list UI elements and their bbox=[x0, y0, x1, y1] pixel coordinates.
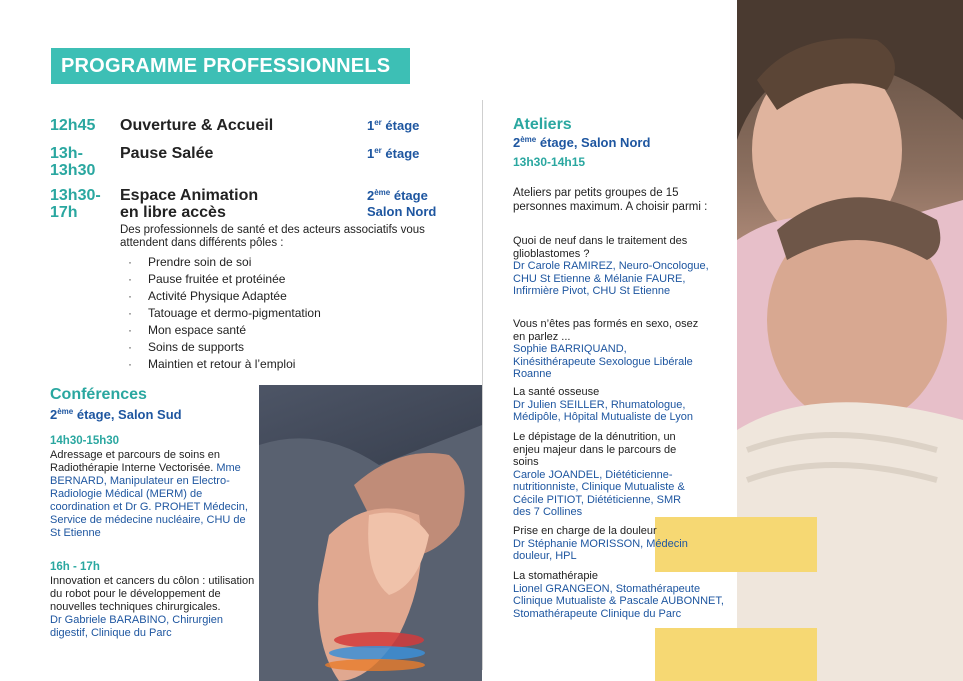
list-item: · Soins de supports bbox=[128, 340, 245, 354]
ateliers-heading: Ateliers bbox=[513, 116, 572, 133]
schedule-location: 1er étage bbox=[367, 118, 420, 133]
animation-description: Des professionnels de santé et des acteurs associatifs vous attendent dans différents pôles : bbox=[120, 224, 425, 249]
conference-description: Adressage et parcours de soins en Radiothérapie Interne Vectorisée. Mme BERNARD, Manipulateur en Electro-Radiologie Médical (MERM) de coordination et Dr G. PROHET Médecin, Service de médecine nucléaire, CHU de St Etienne bbox=[50, 449, 248, 539]
workshop-title: La stomathérapie bbox=[513, 570, 598, 582]
schedule-location: 1er étage bbox=[367, 146, 420, 161]
workshop-speakers: Lionel GRANGEON, Stomathérapeute Clinique Mutualiste & Pascale AUBONNET, Stomathérapeute Clinique du Parc bbox=[513, 582, 724, 620]
ateliers-time: 13h30-14h15 bbox=[513, 155, 586, 169]
workshop-title: Le dépistage de la dénutrition, un enjeu majeur dans le parcours de soins bbox=[513, 431, 677, 468]
bullet-dot-icon: · bbox=[128, 289, 132, 303]
list-item: · Pause fruitée et protéinée bbox=[128, 272, 286, 286]
list-item: · Maintien et retour à l’emploi bbox=[128, 357, 296, 371]
column-divider bbox=[482, 100, 483, 670]
workshop-title: Vous n’êtes pas formés en sexo, osez en parlez ... bbox=[513, 318, 699, 343]
workshop-speakers: Carole JOANDEL, Diététicienne-nutritionniste, Clinique Mutualiste & Cécile PITIOT, Diététicienne, SMR des 7 Collines bbox=[513, 468, 685, 518]
hands-photo bbox=[259, 385, 482, 681]
workshop-title: La santé osseuse bbox=[513, 386, 600, 398]
women-photo bbox=[737, 0, 963, 681]
conference-time: 14h30-15h30 bbox=[50, 435, 120, 447]
list-item: · Mon espace santé bbox=[128, 323, 247, 337]
workshop-title: Prise en charge de la douleur bbox=[513, 525, 657, 537]
workshop-item bbox=[513, 431, 698, 519]
workshop-speakers: Dr Julien SEILLER, Rhumatologue, Médipôle, Hôpital Mutualiste de Lyon bbox=[513, 398, 693, 423]
bullet-dot-icon: · bbox=[128, 357, 132, 371]
workshop-title: Quoi de neuf dans le traitement des glioblastomes ? bbox=[513, 235, 688, 260]
schedule-location: 2ème étage Salon Nord bbox=[367, 188, 437, 219]
schedule-time: 13h- 13h30 bbox=[50, 145, 96, 179]
conferences-location: 2ème étage, Salon Sud bbox=[50, 407, 182, 422]
conference-time: 16h - 17h bbox=[50, 561, 100, 573]
page-title: PROGRAMME PROFESSIONNELS bbox=[51, 48, 410, 84]
list-item: · Tatouage et dermo-pigmentation bbox=[128, 306, 321, 320]
animation-list bbox=[128, 254, 458, 373]
workshop-item bbox=[513, 318, 703, 381]
bullet-dot-icon: · bbox=[128, 340, 132, 354]
workshop-item bbox=[513, 386, 723, 424]
ateliers-location: 2ème étage, Salon Nord bbox=[513, 135, 651, 150]
list-item: · Prendre soin de soi bbox=[128, 255, 252, 269]
workshop-speakers: Sophie BARRIQUAND, Kinésithérapeute Sexologue Libérale Roanne bbox=[513, 343, 693, 380]
workshop-item bbox=[513, 235, 713, 298]
decorative-yellow-block bbox=[655, 628, 817, 681]
bullet-dot-icon: · bbox=[128, 306, 132, 320]
workshop-speakers: Dr Carole RAMIREZ, Neuro-Oncologue, CHU St Etienne & Mélanie FAURE, Infirmière Pivot, CHU St Etienne bbox=[513, 260, 709, 297]
workshop-item bbox=[513, 525, 703, 563]
list-item: · Activité Physique Adaptée bbox=[128, 289, 287, 303]
conferences-heading: Conférences bbox=[50, 386, 147, 403]
conference-description: Innovation et cancers du côlon : utilisation du robot pour le développement de nouvelles techniques chirurgicales. Dr Gabriele BARABINO, Chirurgien digestif, Clinique du Parc bbox=[50, 575, 255, 639]
workshop-item bbox=[513, 570, 728, 620]
hands-illustration bbox=[259, 385, 482, 681]
bullet-dot-icon: · bbox=[128, 272, 132, 286]
bullet-dot-icon: · bbox=[128, 323, 132, 337]
schedule-title: Espace Animation en libre accès bbox=[120, 187, 259, 221]
schedule-time: 12h45 bbox=[50, 117, 96, 134]
ateliers-intro: Ateliers par petits groupes de 15 personnes maximum. A choisir parmi : bbox=[513, 187, 708, 213]
women-illustration bbox=[737, 0, 963, 681]
schedule-title: Pause Salée bbox=[120, 145, 214, 162]
schedule-time: 13h30- 17h bbox=[50, 187, 101, 221]
schedule-title: Ouverture & Accueil bbox=[120, 117, 274, 134]
bullet-dot-icon: · bbox=[128, 255, 132, 269]
workshop-speakers: Dr Stéphanie MORISSON, Médecin douleur, HPL bbox=[513, 537, 688, 562]
